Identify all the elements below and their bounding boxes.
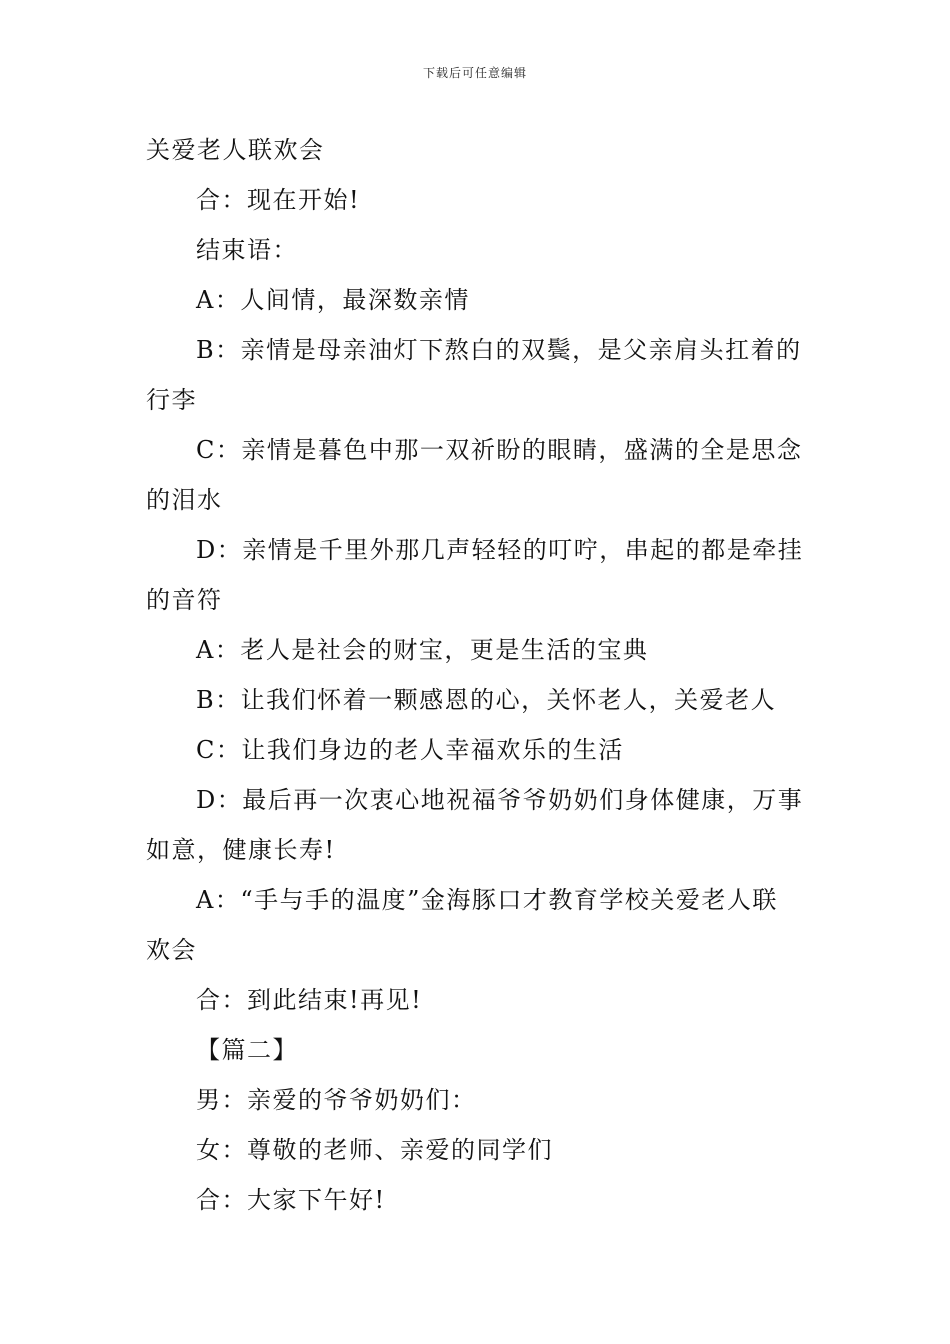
text-line: 女：尊敬的老师、亲爱的同学们 [196, 1136, 553, 1164]
text-line: 的音符 [146, 586, 223, 614]
text-line: C：亲情是暮色中那一双祈盼的眼睛，盛满的全是思念 [196, 436, 803, 464]
document-title-line: 关爱老人联欢会 [146, 136, 325, 164]
text-line: A：“手与手的温度”金海豚口才教育学校关爱老人联 [196, 886, 778, 914]
text-line: B：让我们怀着一颗感恩的心，关怀老人，关爱老人 [196, 686, 777, 714]
text-line: A：人间情，最深数亲情 [196, 286, 470, 314]
text-line: 合：大家下午好! [196, 1186, 386, 1214]
text-line: 合：到此结束!再见! [196, 986, 423, 1014]
text-line: A：老人是社会的财宝，更是生活的宝典 [196, 636, 649, 664]
document-body [146, 125, 808, 1225]
text-line: C：让我们身边的老人幸福欢乐的生活 [196, 736, 624, 764]
section-heading-part-two: 【篇二】 [196, 1036, 298, 1064]
text-line: D：亲情是千里外那几声轻轻的叮咛，串起的都是牵挂 [196, 536, 804, 564]
text-line: 合：现在开始! [196, 186, 361, 214]
text-line: 欢会 [146, 936, 197, 964]
section-heading-closing: 结束语： [196, 236, 298, 264]
text-line: 如意，健康长寿! [146, 836, 336, 864]
text-line: B：亲情是母亲油灯下熬白的双鬓，是父亲肩头扛着的 [196, 336, 802, 364]
page-header-note: 下载后可任意编辑 [422, 66, 527, 80]
text-line: 的泪水 [146, 486, 223, 514]
text-line: 行李 [146, 386, 197, 414]
text-line: D：最后再一次衷心地祝福爷爷奶奶们身体健康，万事 [196, 786, 804, 814]
text-line: 男：亲爱的爷爷奶奶们： [196, 1086, 477, 1114]
